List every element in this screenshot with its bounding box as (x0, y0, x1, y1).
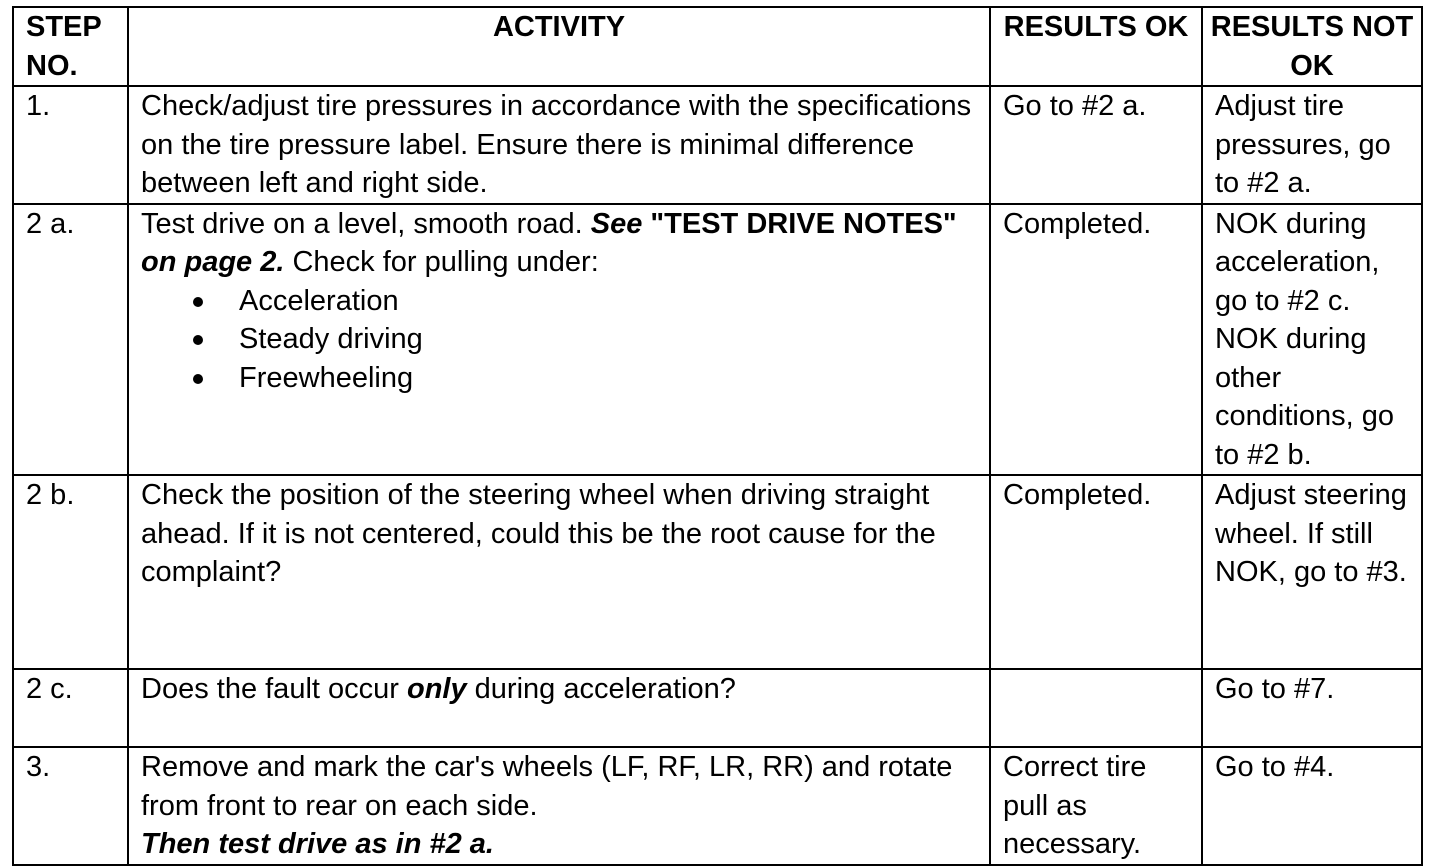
result-not-ok-cell: Go to #4. (1202, 747, 1422, 865)
table-header-row (13, 7, 1422, 86)
activity-text: Does the fault occur (141, 673, 407, 705)
list-item: Acceleration (141, 282, 981, 321)
list-item: Steady driving (141, 320, 981, 359)
diagnostic-steps-table (12, 6, 1423, 866)
page-reference: on page 2. (141, 246, 285, 278)
test-drive-notes-reference: "TEST DRIVE NOTES" (642, 207, 957, 240)
activity-text: Check for pulling under: (284, 246, 599, 278)
table-row-step-2c (13, 669, 1422, 747)
activity-cell (128, 669, 990, 747)
result-not-ok-cell: Adjust steering wheel. If still NOK, go to #3. (1202, 475, 1422, 669)
result-not-ok-cell: Go to #7. (1202, 669, 1422, 747)
step-number: 2 b. (13, 475, 128, 669)
result-not-ok-cell: Adjust tire pressures, go to #2 a. (1202, 86, 1422, 204)
result-ok-cell: Correct tire pull as necessary. (990, 747, 1202, 865)
result-ok-cell (990, 669, 1202, 747)
result-ok-cell: Go to #2 a. (990, 86, 1202, 204)
header-results-ok: RESULTS OK (990, 7, 1202, 86)
result-not-ok-cell (1202, 204, 1422, 476)
table-row-step-2a (13, 204, 1422, 476)
activity-text: during acceleration? (466, 673, 736, 705)
list-item: Freewheeling (141, 359, 981, 398)
activity-cell (128, 204, 990, 476)
pulling-conditions-list (141, 282, 981, 398)
step-number: 2 c. (13, 669, 128, 747)
test-drive-instruction: Then test drive as in #2 a. (141, 828, 494, 860)
step-number: 3. (13, 747, 128, 865)
activity-cell: Check/adjust tire pressures in accordance with the specifications on the tire pressure label. Ensure there is minimal difference between left and right side. (128, 86, 990, 204)
nok-other-conditions-text: NOK during other conditions, go to #2 b. (1215, 323, 1394, 471)
result-ok-cell: Completed. (990, 475, 1202, 669)
see-emphasis: See (590, 207, 643, 240)
header-step-no: STEP NO. (13, 7, 128, 86)
step-number: 1. (13, 86, 128, 204)
header-activity: ACTIVITY (128, 7, 990, 86)
table-row-step-2b (13, 475, 1422, 669)
activity-cell (128, 747, 990, 865)
activity-cell: Check the position of the steering wheel when driving straight ahead. If it is not centered, could this be the root cause for the complaint? (128, 475, 990, 669)
activity-text: Remove and mark the car's wheels (LF, RF, LR, RR) and rotate from front to rear on each side. (141, 751, 953, 822)
only-emphasis: only (406, 673, 467, 705)
table-row-step-1 (13, 86, 1422, 204)
nok-acceleration-text: NOK during acceleration, go to #2 c. (1215, 207, 1380, 317)
step-number: 2 a. (13, 204, 128, 476)
activity-text: Test drive on a level, smooth road. (141, 207, 591, 240)
result-ok-cell: Completed. (990, 204, 1202, 476)
table-row-step-3 (13, 747, 1422, 865)
header-results-not-ok: RESULTS NOT OK (1202, 7, 1422, 86)
